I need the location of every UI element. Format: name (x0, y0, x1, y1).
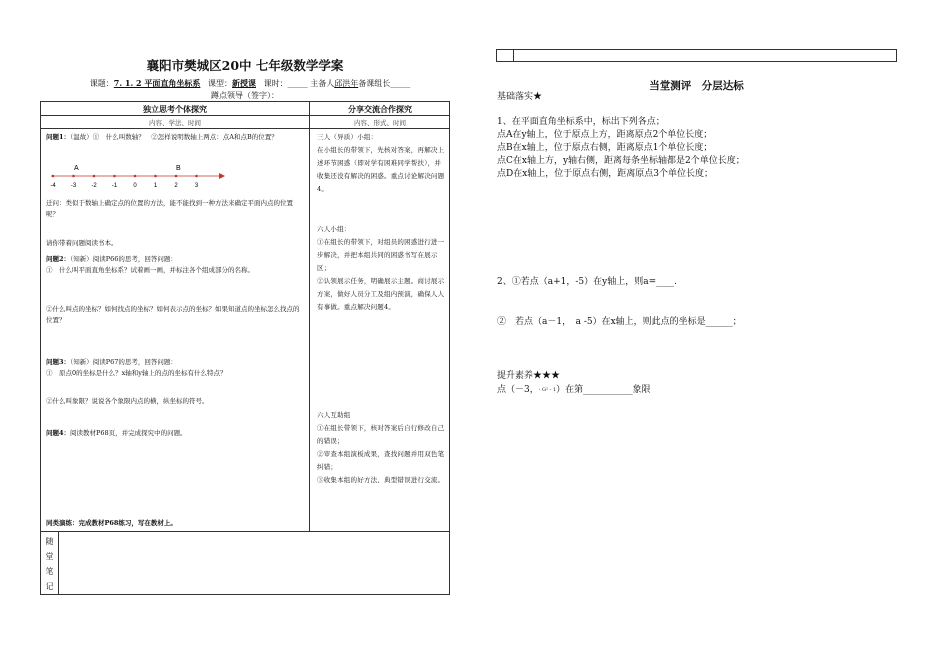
q1-label: 问题1： (46, 133, 71, 141)
exercise-1-point-b: 点B在x轴上，位于原点右侧，距离原点1个单位长度； (497, 143, 713, 153)
q3-text: （知新）阅读P67的思考，回答问题： (70, 358, 177, 366)
three-group-title: 三人（异质）小组： (317, 133, 378, 141)
q1-text: （温故）① 什么叫数轴？ ②怎样说明数轴上两点：点A和点B的位置？ (70, 133, 278, 141)
three-group-text: 在小组长的带领下，先核对答案，再解决上述环节困惑（即对学有困难同学帮扶），并收集还没有解决的困惑。重点讨论解决问题4。 (317, 146, 445, 193)
number-line-tick (154, 175, 157, 178)
exercise-1-point-c: 点C在x轴上方，y轴右侧，距离每条坐标轴都是2个单位长度； (497, 156, 745, 166)
col2-header: 分享交流合作探究 (348, 104, 412, 114)
notes-char: 随 (45, 537, 54, 546)
q4-label: 问题4： (46, 429, 71, 437)
q4-text: 阅读教材P68页，并完成探究中的问题。 (70, 429, 187, 437)
subheader-divider (41, 128, 449, 129)
question-2 (46, 254, 304, 265)
type-label: 课型： (208, 79, 233, 88)
notes-char: 记 (45, 582, 54, 591)
number-line-tick (72, 175, 75, 178)
exercise-1-point-a: 点A在y轴上，位于原点上方，距离原点2个单位长度； (497, 130, 713, 140)
q2-text: （知新）阅读P66的思考，回答问题： (70, 255, 177, 263)
transfer-question: 迁问：类似于数轴上确定点的位置的方法，能不能找到一种方法来确定平面内点的位置呢？ (46, 199, 293, 218)
number-line-tick (134, 175, 137, 178)
six-group-title: 六人小组： (317, 225, 351, 233)
col1-header: 独立思考个体探究 (143, 104, 207, 114)
question-1 (46, 132, 304, 143)
question-3-part-1: ① 原点0的坐标是什么？x轴和y轴上的点的坐标有什么特点？ (46, 369, 227, 377)
point-a-label: A (74, 165, 79, 172)
exercise-3-start: 点（－3， (497, 385, 539, 395)
col2-subheader: 内容、形式、时间 (354, 119, 406, 127)
q2-label: 问题2： (46, 255, 71, 263)
number-line-tick (52, 175, 55, 178)
number-line-tick (195, 175, 198, 178)
read-prompt: 请你带着问题阅读书本。 (46, 239, 118, 247)
six-group-step-1: ①在组长的带领下，对组员的困惑进行进一步解决，并把本组共同的困惑书写在展示区； (317, 238, 445, 272)
header-box-divider (513, 50, 514, 61)
question-2-part-1: ① 什么叫平面直角坐标系？试着画一画，并标注各个组成部分的名称。 (46, 266, 254, 274)
mutual-group-step-3: ③收集本组的好方法、典型错误进行交流。 (317, 476, 445, 484)
exercise-2-part-1: 2、①若点（a+1，-5）在y轴上，则a=____. (497, 277, 677, 287)
six-person-group (317, 223, 445, 314)
mutual-group-title: 六人互助组 (317, 411, 351, 419)
number-line-tick (93, 175, 96, 178)
notes-label (41, 531, 59, 594)
advanced-level-heading: 提升素养★★★ (497, 371, 561, 381)
number-line-tick-label: 3 (194, 183, 199, 189)
supervisor-signature: 蹲点领导（签字）： (211, 91, 279, 100)
exercise-1-point-d: 点D在x轴上，位于原点右侧，距离原点3个单位长度； (497, 169, 714, 179)
preparer-value: 邱洪年 (334, 79, 359, 88)
notes-divider (41, 531, 449, 532)
number-line-tick-label: 2 (174, 183, 178, 189)
exercise-3-end: ）在第___________象限 (556, 385, 651, 395)
hours-blank: _____ (287, 79, 308, 88)
mutual-group-step-2: ②审查本组演板成果，查找问题并用双色笔纠错； (317, 450, 445, 471)
exercise-1-prompt: 1、在平面直角坐标系中，标出下列各点； (497, 117, 665, 127)
number-line-tick-label: -2 (91, 183, 97, 189)
notes-char: 笔 (45, 567, 54, 576)
question-2-part-2: ②什么叫点的坐标？如何找点的坐标？如何表示点的坐标？如果知道点的坐标怎么找点的位置？ (46, 305, 300, 324)
exercise-2-part-2: ② 若点（a－1， a -5）在x轴上，则此点的坐标是______； (497, 317, 742, 327)
col1-subheader: 内容、学法、时间 (149, 119, 201, 127)
mutual-group-step-1: ①在组长带领下，核对答案后自行修改自己的错误； (317, 424, 445, 445)
point-b-label: B (176, 165, 181, 172)
six-group-step-2: ②认领展示任务，明确展示主题。商讨展示方案，做好人员分工及组内预演，确保人人有事做。重点解决问题4。 (317, 277, 445, 311)
number-line-tick-label: -1 (111, 183, 118, 189)
number-line-tick (175, 175, 178, 178)
number-line-tick-label: -3 (70, 183, 77, 189)
number-line-arrow (219, 173, 225, 179)
number-line-tick (113, 175, 116, 178)
leader-label: 备课组长 (358, 79, 391, 88)
notes-char: 堂 (45, 552, 54, 561)
mutual-help-group (317, 409, 445, 487)
assessment-title: 当堂测评 分层达标 (649, 80, 744, 92)
question-3-part-2: ②什么叫象限？说说各个象限内点的横，纵坐标的符号。 (46, 397, 209, 405)
study-table (40, 101, 450, 595)
question-4 (46, 428, 304, 439)
lesson-meta (40, 78, 460, 89)
column-divider (309, 102, 310, 531)
number-line-tick-label: -4 (50, 183, 56, 189)
question-3 (46, 357, 304, 368)
preparer-label: 主备人 (310, 79, 335, 88)
q3-label: 问题3： (46, 358, 71, 366)
number-line (47, 160, 227, 190)
header-divider (41, 115, 449, 116)
leader-blank: _____ (390, 79, 411, 88)
exercise-3 (497, 384, 897, 397)
exercise-3-formula: - G² - 1 (538, 387, 557, 393)
exercise-1 (497, 116, 897, 181)
number-line-tick-label: 0 (133, 183, 137, 189)
type-value: 新授课 (232, 78, 257, 88)
worksheet-title: 襄阳市樊城区20中 七年级数学学案 (146, 58, 344, 73)
three-person-group (317, 131, 445, 196)
hours-label: 课时： (263, 79, 288, 88)
header-box (496, 49, 897, 62)
basic-level-heading: 基础落实★ (497, 92, 543, 102)
number-line-tick-label: 1 (153, 183, 158, 189)
topic-label: 课题： (89, 79, 114, 88)
topic-value: 7. 1. 2 平面直角坐标系 (113, 78, 201, 88)
practice-task: 同类演练：完成教材P68练习，写在教材上。 (46, 519, 177, 527)
